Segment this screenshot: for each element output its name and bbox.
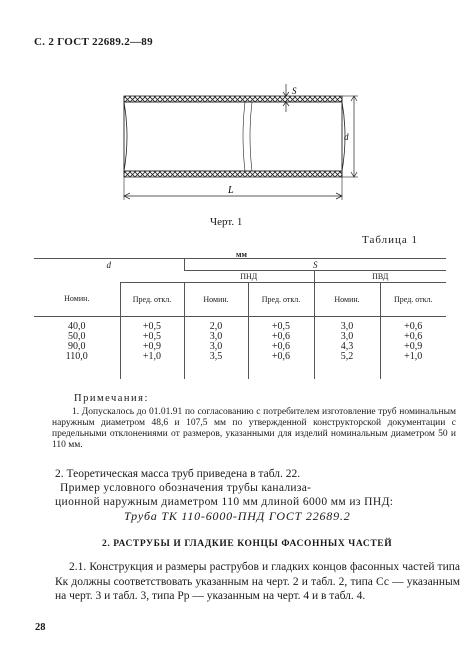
table-cell: 90,0 [68,341,86,352]
table-cell: +0,5 [142,331,162,342]
col-d-header: d [34,259,184,283]
col-nom-pnd [184,317,248,379]
nom-pnd-header: Номин. [184,283,248,317]
table-cell: 3,0 [209,341,223,352]
table-cell: +0,6 [404,321,423,332]
table-cell: +1,0 [404,351,423,362]
table-cell: 4,3 [340,341,354,352]
table-cell: 3,0 [340,321,354,332]
table-cell: 2,0 [209,321,223,332]
table-cell: +0,6 [271,331,291,342]
dev-d-header: Пред. откл. [120,283,184,317]
page-header: С. 2 ГОСТ 22689.2—89 [34,36,153,48]
col-dev-pvd [380,317,446,379]
table-cell: 110,0 [65,351,88,362]
paragraph-2-1: 2.1. Конструкция и размеры раструбов и гладких концов фасонных частей типа Кк должны соответствовать указанным на черт. 2 и табл. 2, типа Сс — указанным на черт. 3 и табл. 3, типа Рр — указанным на черт. 4 и в табл. 4. [55,561,460,602]
table-cell: 5,2 [340,351,354,362]
col-s-header: S [184,259,446,271]
note-1: 1. Допускалось до 01.01.91 по согласованию с потребителем изготовление труб номинальным наружным диаметром 48,6 и 107,5 мм по утвержденной конструкторской документации с предельными отклонениями от размеров, указанными для изделий номинальным диаметром 50 и 110 мм. [52,407,456,450]
section-title: 2. РАСТРУБЫ И ГЛАДКИЕ КОНЦЫ ФАСОННЫХ ЧАСТЕЙ [102,539,393,549]
table-cell: 3,0 [209,331,223,342]
table-units: мм [236,250,247,259]
example-line-1: Пример условного обозначения трубы канализа- [60,482,312,494]
pvd-header: ПВД [314,271,446,283]
pipe-drawing [110,82,360,212]
table-cell: +0,9 [142,341,162,352]
figure-caption: Черт. 1 [210,216,243,228]
dim-diameter-label: d [344,132,349,142]
col-nom-pvd [314,317,380,379]
col-dev-d [120,317,184,379]
notes-title: Примечания: [74,393,149,404]
table-cell: 3,5 [209,351,223,362]
table-cell: +0,5 [271,321,291,332]
table-cell: +1,0 [142,351,162,362]
dimensions-table [34,258,446,379]
dev-pvd-header: Пред. откл. [380,283,446,317]
dev-pnd-header: Пред. откл. [248,283,314,317]
table-cell: 3,0 [340,331,354,342]
dim-length-label: L [228,185,234,196]
table-caption: Таблица 1 [362,234,419,246]
table-cell: +0,6 [271,351,291,362]
col-nom-d [34,317,120,379]
table-cell: +0,9 [404,341,423,352]
pnd-header: ПНД [184,271,314,283]
page-number: 28 [35,622,46,633]
table-cell: +0,6 [404,331,423,342]
designation-example: Труба ТК 110-6000-ПНД ГОСТ 22689.2 [124,509,351,523]
nom-pvd-header: Номин. [314,283,380,317]
table-cell: 50,0 [68,331,86,342]
col-dev-pnd [248,317,314,379]
dim-thickness-label: S [292,86,297,96]
paragraph-2: 2. Теоретическая масса труб приведена в табл. 22. [55,468,301,480]
table-cell: 40,0 [68,321,86,332]
example-line-2: ционной наружным диаметром 110 мм длиной 6000 мм из ПНД: [55,496,394,508]
table-cell: +0,6 [271,341,291,352]
table-cell: +0,5 [142,321,162,332]
nom-d-header: Номин. [64,294,90,304]
